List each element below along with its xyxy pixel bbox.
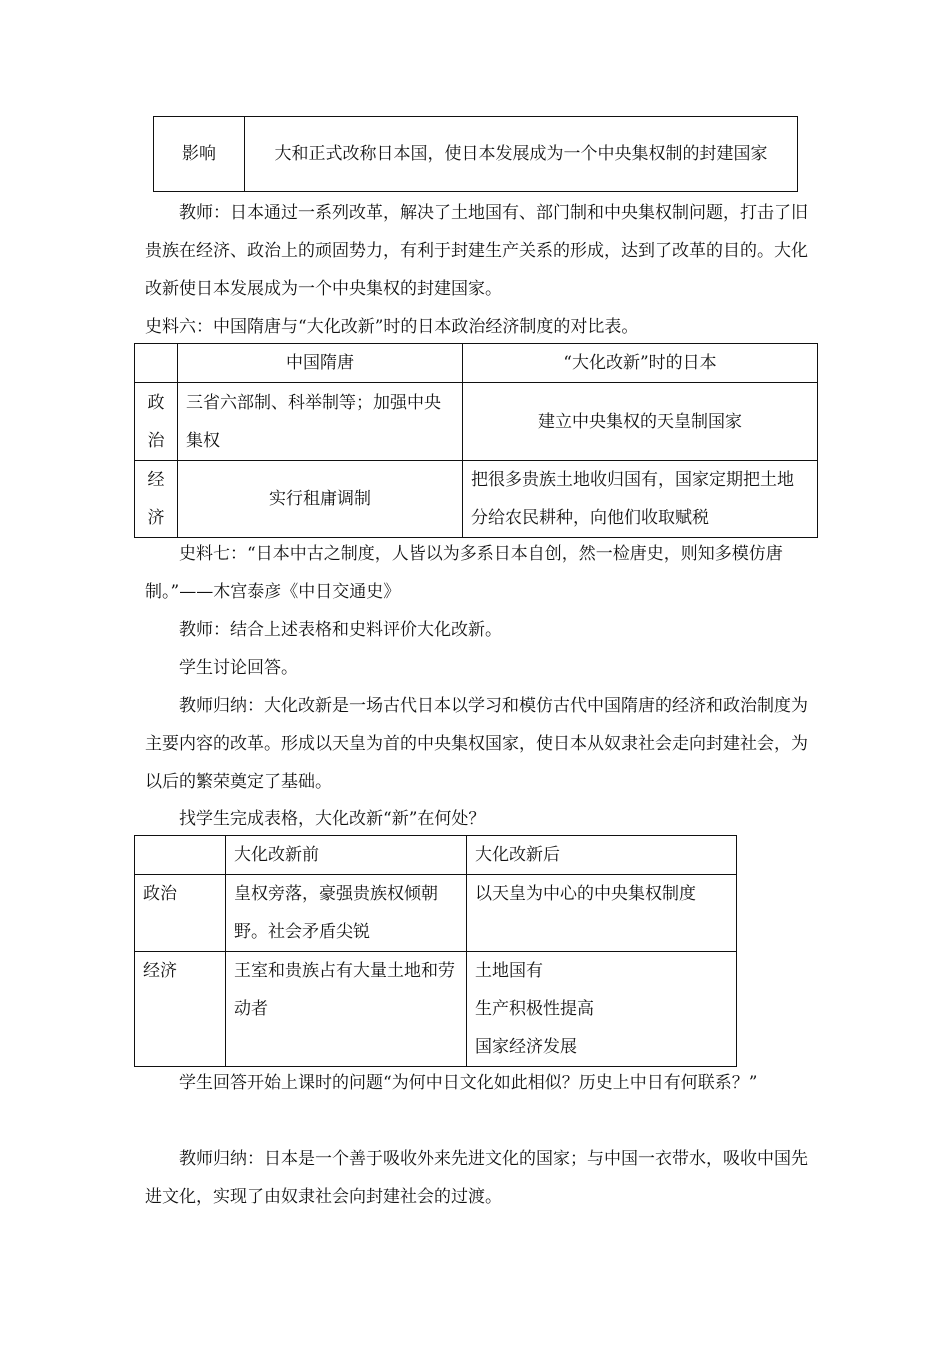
table3-row-politics-after — [467, 875, 737, 952]
paragraph-table-task: 找学生完成表格，大化改新“新”在何处？ — [179, 809, 486, 829]
table3-header-after: 大化改新后 — [467, 836, 737, 875]
paragraph-source-6: 史料六：中国隋唐与“大化改新”时的日本政治经济制度的对比表。 — [145, 317, 639, 337]
paragraph-student-discussion: 学生讨论回答。 — [179, 658, 298, 678]
row-label-text: 经济 — [147, 470, 165, 528]
table2-row-politics-china: 三省六部制、科举制等；加强中央集权 — [178, 383, 463, 461]
paragraph-student-answer: 学生回答开始上课时的问题“为何中日文化如此相似？历史上中日有何联系？” — [179, 1073, 758, 1093]
table3-header-empty — [135, 836, 226, 875]
impact-text: 大和正式改称日本国，使日本发展成为一个中央集权制的封建国家 — [245, 117, 798, 192]
table2-header-empty — [135, 344, 178, 383]
after-line: 国家经济发展 — [475, 1037, 577, 1057]
row-label-text: 政治 — [147, 392, 165, 451]
table3-row-economy-label: 经济 — [135, 952, 226, 1067]
after-line: 土地国有 — [475, 961, 543, 981]
paragraph-teacher-summary-2: 教师归纳：大化改新是一场古代日本以学习和模仿古代中国隋唐的经济和政治制度为主要内容的改革。形成以天皇为首的中央集权国家，使日本从奴隶社会走向封建社会，为以后的繁荣奠定了基础。 — [145, 696, 808, 792]
reform-before-after-table — [134, 835, 737, 1067]
table3-row-economy-before: 王室和贵族占有大量土地和劳动者 — [226, 952, 467, 1067]
table2-row-economy-label — [135, 461, 178, 538]
paragraph-teacher-summary-1: 教师：日本通过一系列改革，解决了土地国有、部门制和中央集权制问题，打击了旧贵族在经济、政治上的顽固势力，有利于封建生产关系的形成，达到了改革的目的。大化改新使日本发展成为一个中央集权的封建国家。 — [145, 203, 808, 299]
table2-row-politics-label — [135, 383, 178, 461]
paragraph-teacher-summary-3: 教师归纳：日本是一个善于吸收外来先进文化的国家；与中国一衣带水，吸收中国先进文化，实现了由奴隶社会向封建社会的过渡。 — [145, 1149, 808, 1207]
table3-header-before: 大化改新前 — [226, 836, 467, 875]
table2-row-economy-japan: 把很多贵族土地收归国有，国家定期把土地分给农民耕种，向他们收取赋税 — [463, 461, 818, 538]
table2-row-economy-china: 实行租庸调制 — [178, 461, 463, 538]
after-line: 以天皇为中心的中央集权制度 — [475, 884, 696, 904]
table3-row-economy-after — [467, 952, 737, 1067]
paragraph-teacher-question: 教师：结合上述表格和史料评价大化改新。 — [179, 620, 502, 640]
table3-row-politics-label: 政治 — [135, 875, 226, 952]
table2-row-politics-japan: 建立中央集权的天皇制国家 — [463, 383, 818, 461]
impact-label: 影响 — [154, 117, 245, 192]
table2-header-japan: “大化改新”时的日本 — [463, 344, 818, 383]
table3-row-politics-before: 皇权旁落，豪强贵族权倾朝野。社会矛盾尖锐 — [226, 875, 467, 952]
impact-table — [153, 116, 798, 192]
paragraph-source-7: 史料七：“日本中古之制度，人皆以为多系日本自创，然一检唐史，则知多模仿唐制。”——木宫泰彦《中日交通史》 — [145, 544, 783, 602]
table2-header-china: 中国隋唐 — [178, 344, 463, 383]
after-line: 生产积极性提高 — [475, 999, 594, 1019]
comparison-table-sui-tang — [134, 343, 818, 538]
